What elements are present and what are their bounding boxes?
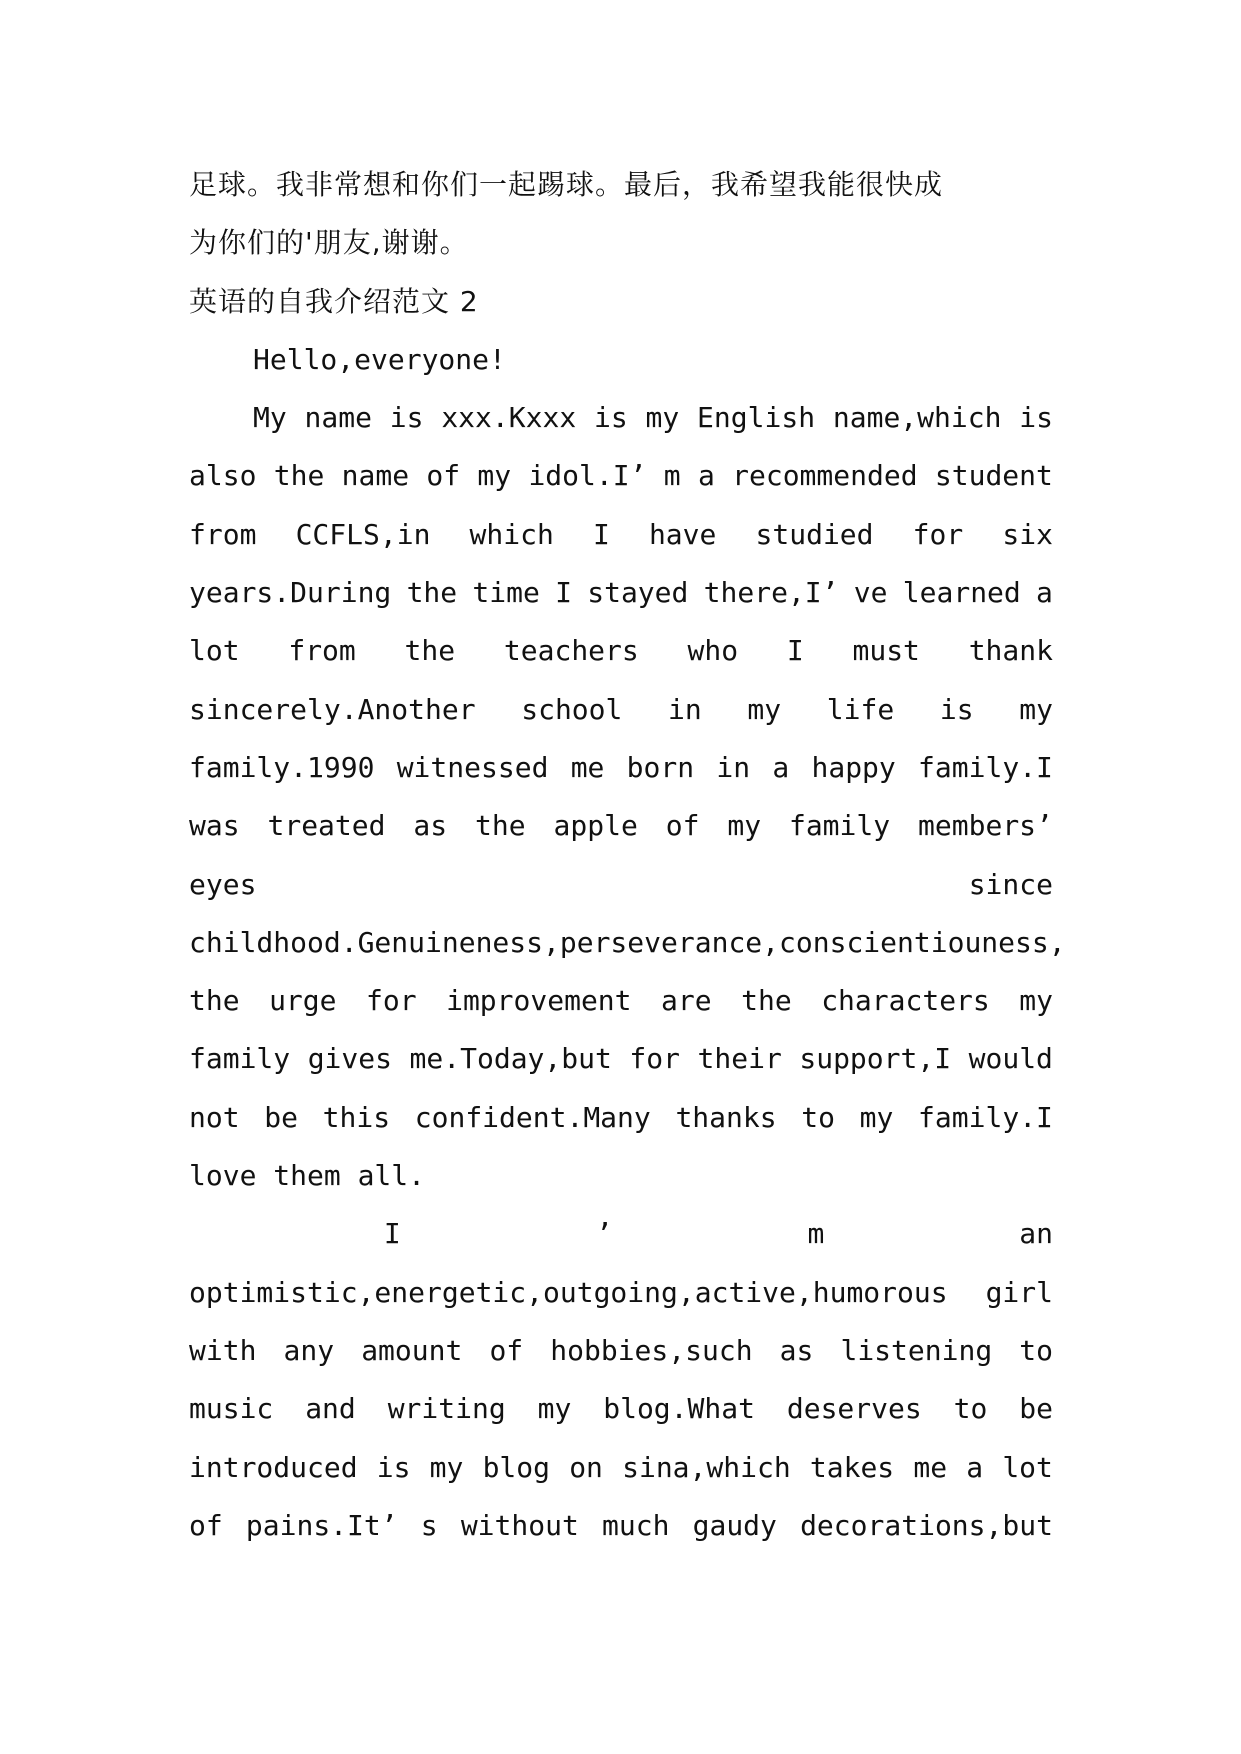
word: who [687,634,739,668]
text-line [189,389,1053,447]
text-line [189,1147,1053,1205]
word: not [189,1100,240,1134]
word: from [288,634,356,668]
word: ’ [595,1217,613,1251]
word: this [322,1100,391,1134]
text-line [189,1439,1053,1497]
word: was [189,809,240,843]
word: in [668,692,702,726]
word: music [189,1392,274,1426]
word: me [570,750,605,784]
text-line [189,506,1053,564]
word: amount [361,1333,463,1367]
text-line [189,797,1053,855]
text-line [189,447,1053,505]
word: deserves [786,1392,922,1426]
word: to [1019,1333,1053,1367]
word: learned [902,576,1021,610]
word: much [602,1508,670,1542]
word: I [786,634,804,668]
word: for [629,1042,680,1076]
word: the [189,984,240,1018]
word: their [697,1042,782,1076]
word: family.I [918,750,1053,784]
text-line [189,214,1053,272]
text-line [189,1264,1053,1322]
word: writing [387,1392,506,1426]
word: ve [853,576,888,610]
word: the [475,809,526,843]
word: I [383,1217,401,1251]
word: my [1019,692,1053,726]
word: life [826,692,895,726]
line-text: love them all. [189,1159,426,1193]
word: and [305,1392,356,1426]
text-line [189,1205,1053,1263]
word: I [592,517,610,551]
word: sina,which [622,1450,791,1484]
word: gaudy [692,1508,777,1542]
word: lot [189,634,240,668]
word: blog.What [603,1392,755,1426]
text-line [189,273,1053,331]
word: decorations,but [800,1508,1053,1542]
word: name,which [832,401,1002,435]
word: my [477,459,512,493]
word: takes [809,1450,895,1484]
word: six [1002,517,1053,551]
word: in [716,750,751,784]
word: treated [267,809,386,843]
word: years.During [189,576,392,610]
word: the [406,576,458,610]
text-line [189,331,1053,389]
word: is [376,1450,411,1484]
text-line [189,622,1053,680]
word: a [772,750,790,784]
word: the [273,459,325,493]
word: introduced [189,1450,358,1484]
word: is [389,401,424,435]
word: English [697,401,816,435]
word: family.I [918,1100,1053,1134]
word: family [189,1042,291,1076]
word: is [1019,401,1053,435]
word: studied [755,517,874,551]
word: eyes [189,867,257,901]
word: recommended [732,459,918,493]
word: my [859,1100,894,1134]
line-text: 英语的自我介绍范文 2 [189,284,479,318]
word: xxx.Kxxx [441,401,577,435]
word: idol.I’ [528,459,647,493]
word: for [366,984,417,1018]
word: apple [553,809,638,843]
text-line [189,564,1053,622]
line-text: 足球。我非常想和你们一起踢球。最后，我希望我能很快成 [189,168,944,201]
word: an [1019,1217,1053,1251]
word: with [189,1333,257,1367]
word: confident.Many [414,1100,651,1134]
word: hobbies,such [550,1333,753,1367]
word: members’ [918,809,1053,843]
word: urge [269,984,337,1018]
word: since [968,867,1053,901]
text-line [189,1030,1053,1088]
word: name [341,459,410,493]
word: sincerely.Another [189,692,476,726]
line-text: Hello,everyone! [253,342,506,376]
word: to [801,1100,835,1134]
text-line [189,156,1053,214]
word: CCFLS,in [295,517,431,551]
word: the [741,984,792,1018]
word: thank [968,634,1053,668]
text-line [189,914,1066,972]
word: as [779,1333,814,1367]
word: school [521,692,623,726]
word: improvement [446,984,632,1018]
word: witnessed [396,750,549,784]
word: my [429,1450,464,1484]
word: me [913,1450,948,1484]
word: student [934,459,1053,493]
word: m [663,459,681,493]
text-line [189,856,1053,914]
word: any [283,1333,335,1367]
word: is [939,692,974,726]
word: lot [1002,1450,1053,1484]
word: stayed [587,576,689,610]
word: teachers [503,634,639,668]
word: which [469,517,554,551]
word: support,I [799,1042,952,1076]
word: my [747,692,782,726]
word: for [912,517,964,551]
word: on [569,1450,603,1484]
word: from [189,517,257,551]
word: my [537,1392,572,1426]
word: I [555,576,572,610]
text-line [189,1497,1053,1555]
word: gives [307,1042,392,1076]
word: listening [840,1333,993,1367]
word: a [697,459,715,493]
word: to [953,1392,988,1426]
word: s [420,1508,438,1542]
word: as [413,809,448,843]
body-text [189,156,1066,1555]
word: childhood.Genuineness,perseverance,conscientiouness, [189,925,1066,959]
word: be [1019,1392,1053,1426]
word: optimistic,energetic,outgoing,active,humorous [189,1275,948,1309]
text-line [189,1380,1053,1438]
word: my [727,809,762,843]
word: of [489,1333,524,1367]
word: blog [482,1450,551,1484]
word: have [648,517,717,551]
word: happy [811,750,896,784]
word: is [593,401,628,435]
word: girl [985,1275,1053,1309]
word: time [472,576,540,610]
word: family [788,809,891,843]
word: the [404,634,456,668]
line-text: 为你们的'朋友,谢谢。 [189,226,469,260]
word: be [264,1100,298,1134]
word: also [189,459,257,493]
word: family.1990 [189,750,375,784]
text-line [189,1089,1053,1147]
word: my [1019,984,1053,1018]
text-line [189,681,1053,739]
word: a [1036,576,1053,610]
word: name [304,401,372,435]
word: born [626,750,695,784]
word: would [968,1042,1053,1076]
word: my [645,401,680,435]
word: thanks [675,1100,777,1134]
text-line [189,739,1053,797]
word: there,I’ [703,576,839,610]
word: m [807,1217,825,1251]
text-line [189,972,1053,1030]
word: My [253,401,287,435]
text-line [189,1322,1053,1380]
word: a [966,1450,984,1484]
word: characters [821,984,990,1018]
word: must [852,634,920,668]
word: without [460,1508,579,1542]
word: pains.It’ [245,1508,398,1542]
word: of [189,1508,223,1542]
word: of [665,809,700,843]
word: me.Today,but [409,1042,612,1076]
word: are [661,984,712,1018]
word: of [426,459,461,493]
